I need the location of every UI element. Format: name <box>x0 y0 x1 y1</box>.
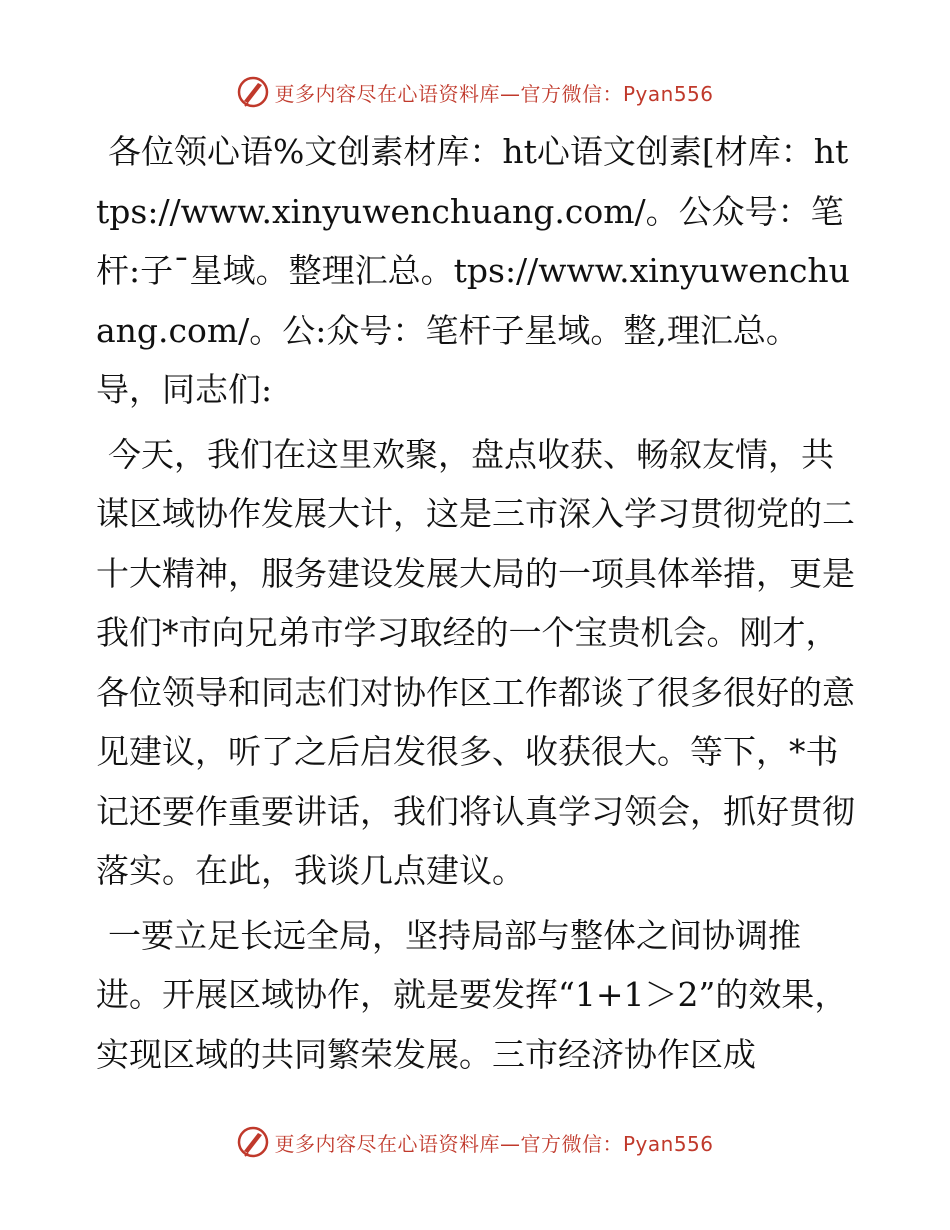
paragraph-greeting: 各位领心语%文创素材库：ht心语文创素[材库：https://www.xinyuwenchuang.com/。公众号：笔杆:子¯星域。整理汇总。tps://www.xinyuwenchuang.com/。公:众号：笔杆子星域。整,理汇总。导，同志们: <box>96 132 850 409</box>
header-watermark-banner <box>0 72 950 112</box>
banner-text: 更多内容尽在心语资料库—官方微信：Pyan556 <box>274 81 714 106</box>
paragraph-point-one: 一要立足长远全局，坚持局部与整体之间协调推进。开展区域协作，就是要发挥“1+1＞2”的效果，实现区域的共同繁荣发展。三市经济协作区成 <box>96 915 848 1074</box>
document-body <box>96 122 856 1089</box>
quill-pen-logo-icon <box>236 1125 270 1159</box>
banner-text: 更多内容尽在心语资料库—官方微信：Pyan556 <box>274 1131 714 1156</box>
footer-watermark-banner <box>0 1122 950 1162</box>
paragraph-opening: 今天，我们在这里欢聚，盘点收获、畅叙友情，共谋区域协作发展大计，这是三市深入学习贯彻党的二十大精神，服务建设发展大局的一项具体举措，更是我们*市向兄弟市学习取经的一个宝贵机会。刚才，各位领导和同志们对协作区工作都谈了很多很好的意见建议，听了之后启发很多、收获很大。等下，*书记还要作重要讲话，我们将认真学习领会，抓好贯彻落实。在此，我谈几点建议。 <box>96 434 855 890</box>
quill-pen-logo-icon <box>236 75 270 109</box>
